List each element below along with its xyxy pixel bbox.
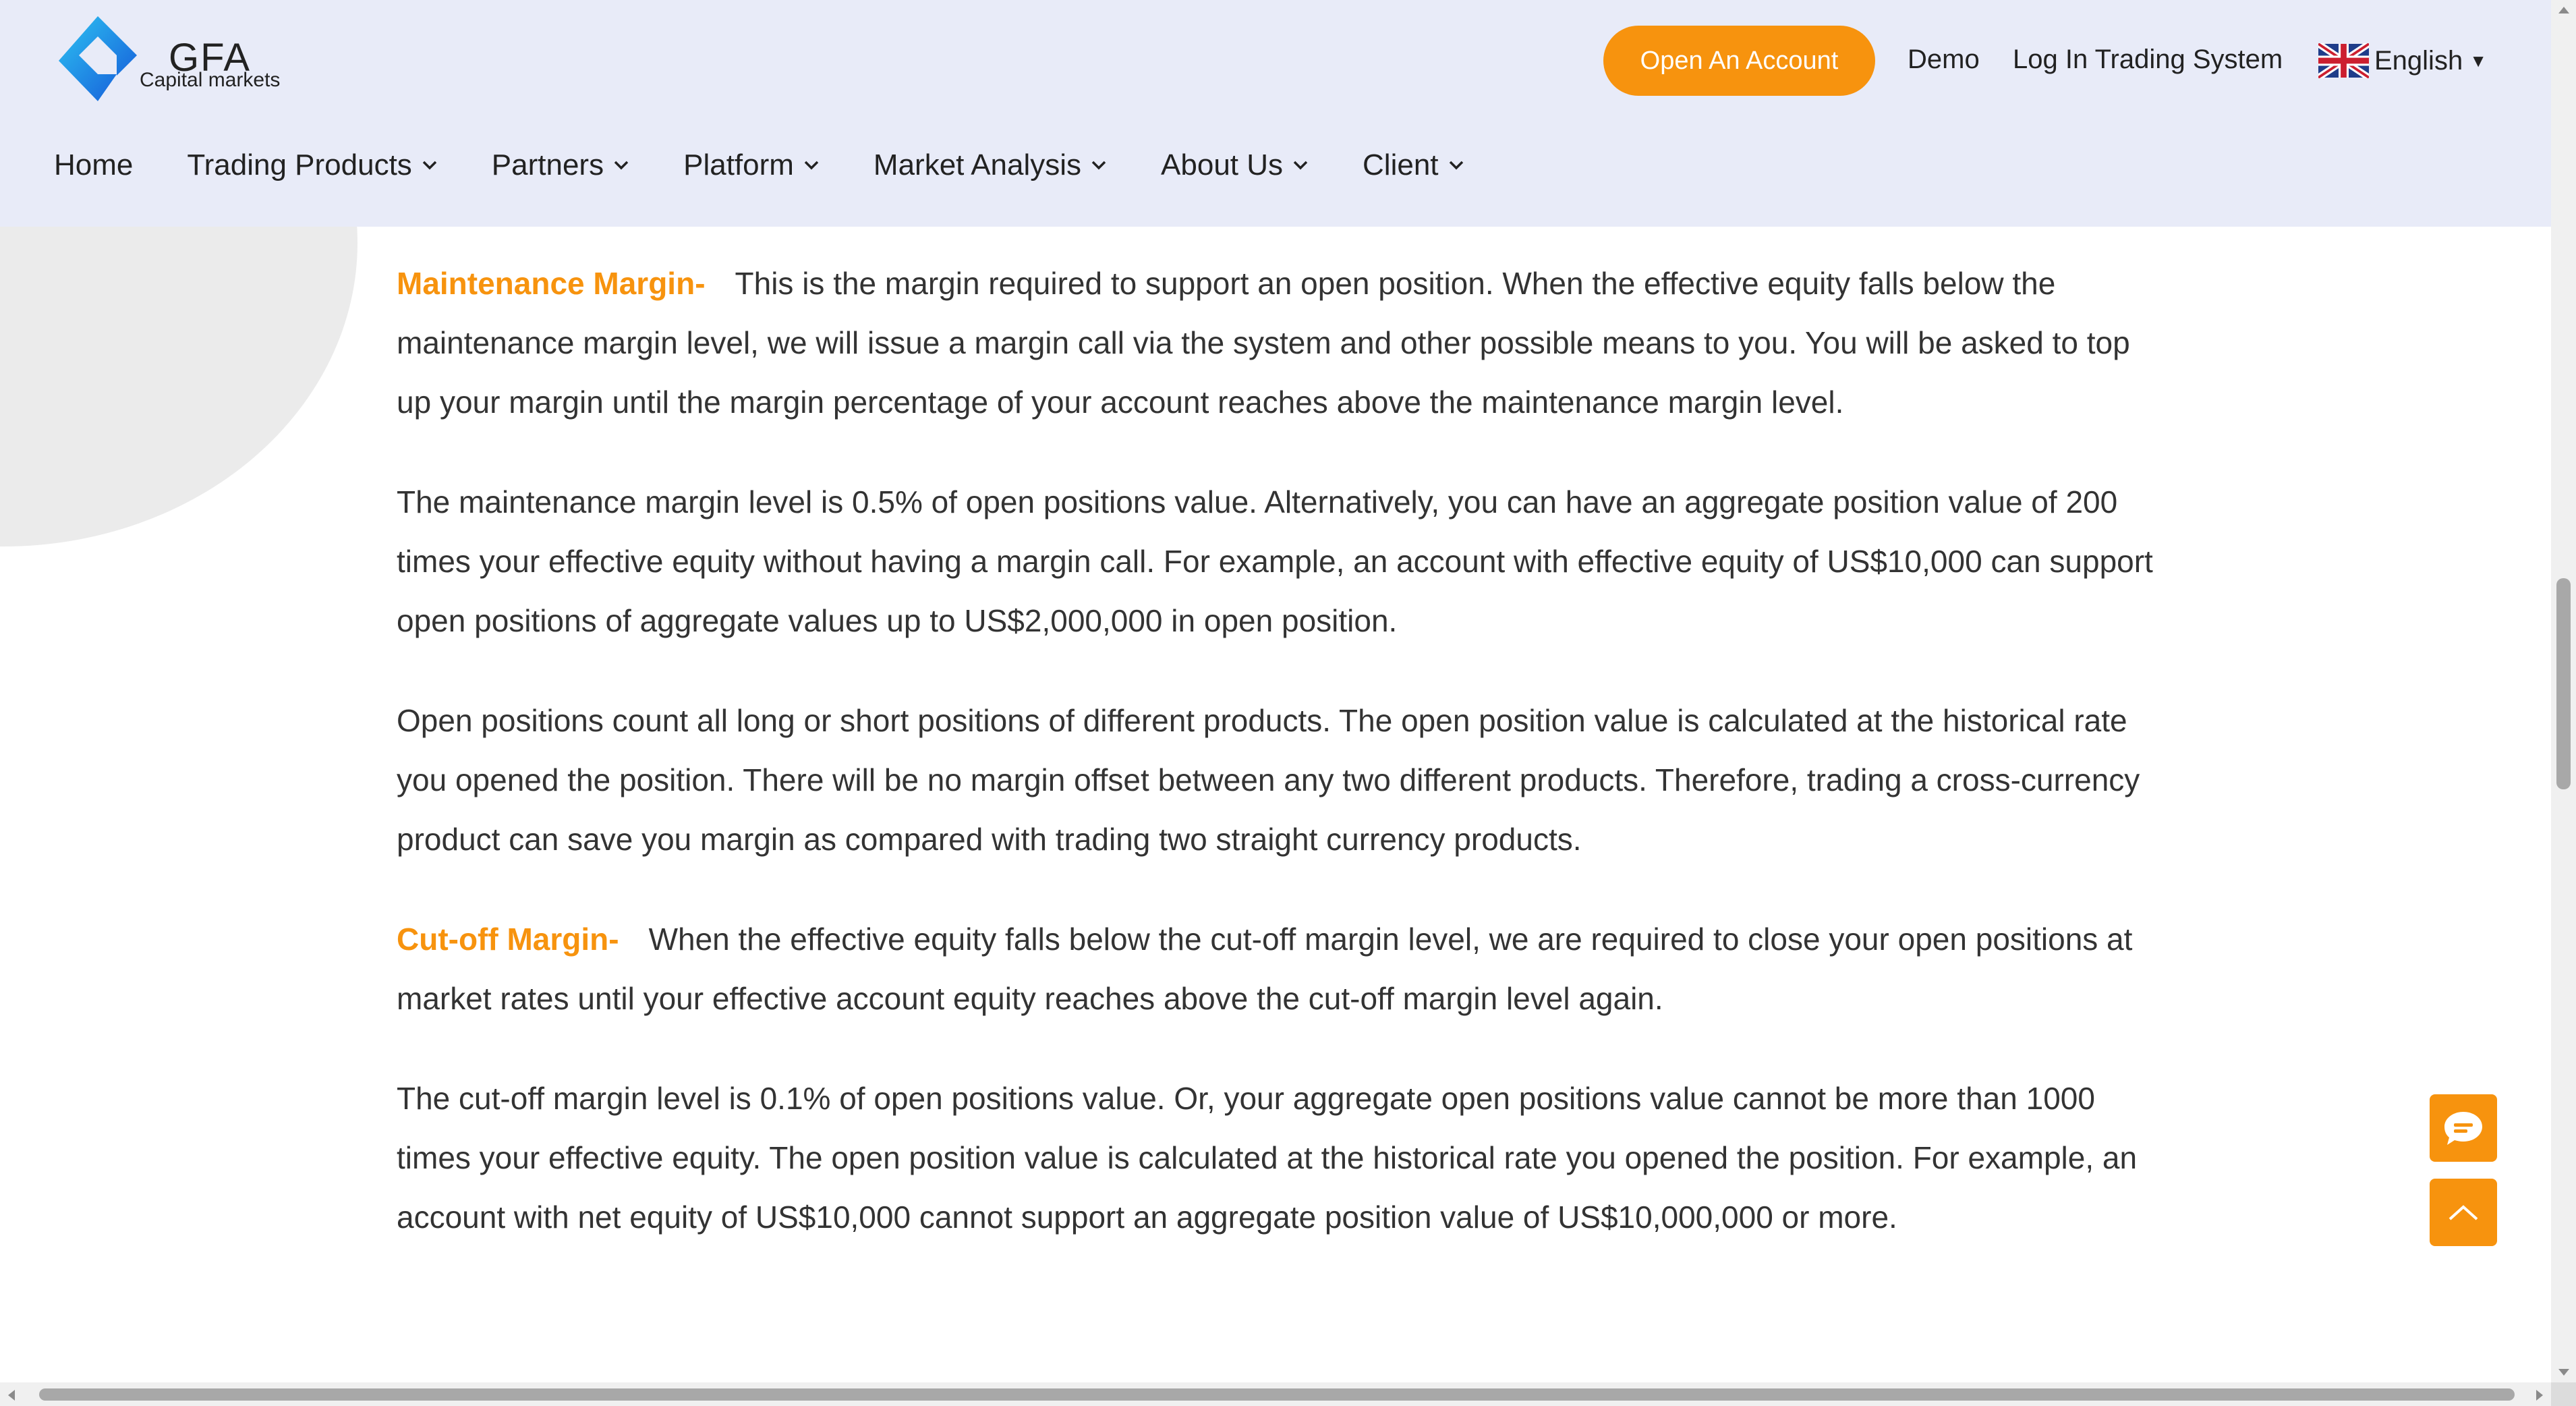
nav-item-about-us[interactable] (1161, 148, 1309, 182)
chevron-down-icon (1091, 160, 1107, 171)
demo-link[interactable]: Demo (1908, 45, 1980, 74)
chevron-down-icon (422, 160, 438, 171)
back-to-top-button[interactable] (2430, 1179, 2497, 1246)
chevron-down-icon (803, 160, 820, 171)
main-nav (54, 147, 1518, 184)
maintenance-margin-term: Maintenance Margin- (397, 266, 706, 301)
nav-item-platform[interactable] (683, 148, 820, 182)
chevron-down-icon (1448, 160, 1464, 171)
open-positions-paragraph: Open positions count all long or short positions of different products. The open position value is calculated at the historical rate you opened the position. There will be no margin offset between any two different products. Therefore, trading a cross-currency product can save you margin as compared with trading two straight currency products. (397, 703, 2140, 857)
uk-flag-icon (2318, 43, 2369, 78)
login-trading-system-link[interactable]: Log In Trading System (2013, 45, 2283, 74)
chat-icon (2439, 1108, 2488, 1148)
scroll-up-arrow-icon[interactable] (2558, 5, 2570, 15)
logo-name: GFA (169, 36, 252, 80)
cutoff-margin-term: Cut-off Margin- (397, 922, 619, 957)
scroll-down-arrow-icon[interactable] (2558, 1368, 2570, 1377)
site-header (0, 0, 2551, 227)
nav-item-label: Platform (683, 148, 794, 181)
logo-subtitle: Capital markets (140, 69, 281, 91)
caret-down-icon: ▼ (2469, 50, 2487, 71)
maintenance-margin-paragraph (397, 254, 2164, 432)
scroll-left-arrow-icon[interactable] (7, 1389, 16, 1401)
logo[interactable] (57, 15, 287, 103)
nav-item-label: Client (1363, 148, 1439, 181)
horizontal-scroll-thumb[interactable] (39, 1388, 2515, 1401)
nav-item-label: Trading Products (187, 148, 412, 181)
nav-item-home[interactable] (54, 148, 133, 182)
open-account-button[interactable]: Open An Account (1603, 26, 1875, 96)
language-selector[interactable] (2318, 40, 2487, 81)
nav-item-partners[interactable] (492, 148, 629, 182)
maintenance-margin-text: This is the margin required to support an open position. When the effective equity falls below the maintenance margin level, we will issue a margin call via the system and other possible means to you. You will be asked to top up your margin until the margin percentage of your account reaches above the maintenance margin level. (397, 266, 2130, 420)
maintenance-level-paragraph: The maintenance margin level is 0.5% of open positions value. Alternatively, you can have an aggregate position value of 200 times your effective equity without having a margin call. For example, an account with effective equity of US$10,000 can support open positions of aggregate values up to US$2,000,000 in open position. (397, 484, 2153, 638)
cutoff-margin-text: When the effective equity falls below the cut-off margin level, we are required to close your open positions at market rates until your effective account equity reaches above the cut-off margin level again. (397, 922, 2133, 1016)
nav-item-label: Market Analysis (873, 148, 1082, 181)
horizontal-scrollbar[interactable] (0, 1382, 2551, 1406)
nav-item-label: About Us (1161, 148, 1284, 181)
vertical-scroll-thumb[interactable] (2556, 578, 2571, 789)
nav-item-label: Home (54, 148, 134, 181)
cutoff-margin-paragraph (397, 909, 2164, 1028)
nav-item-client[interactable] (1363, 148, 1464, 182)
chevron-up-icon (2444, 1199, 2482, 1226)
nav-item-trading-products[interactable] (187, 148, 437, 182)
vertical-scrollbar[interactable] (2551, 0, 2576, 1382)
chat-button[interactable] (2430, 1094, 2497, 1162)
chevron-down-icon (1292, 160, 1309, 171)
chevron-down-icon (613, 160, 629, 171)
scrollbar-corner (2551, 1382, 2576, 1406)
cutoff-level-paragraph: The cut-off margin level is 0.1% of open positions value. Or, your aggregate open positions value cannot be more than 1000 times your effective equity. The open position value is calculated at the historical rate you opened the position. For example, an account with net equity of US$10,000 cannot support an aggregate position value of US$10,000,000 or more. (397, 1081, 2138, 1235)
nav-item-market-analysis[interactable] (874, 148, 1107, 182)
language-label: English (2374, 45, 2463, 76)
scroll-right-arrow-icon[interactable] (2535, 1389, 2544, 1401)
nav-item-label: Partners (491, 148, 604, 181)
margin-content (397, 254, 2164, 1287)
logo-mark-icon (57, 15, 138, 103)
